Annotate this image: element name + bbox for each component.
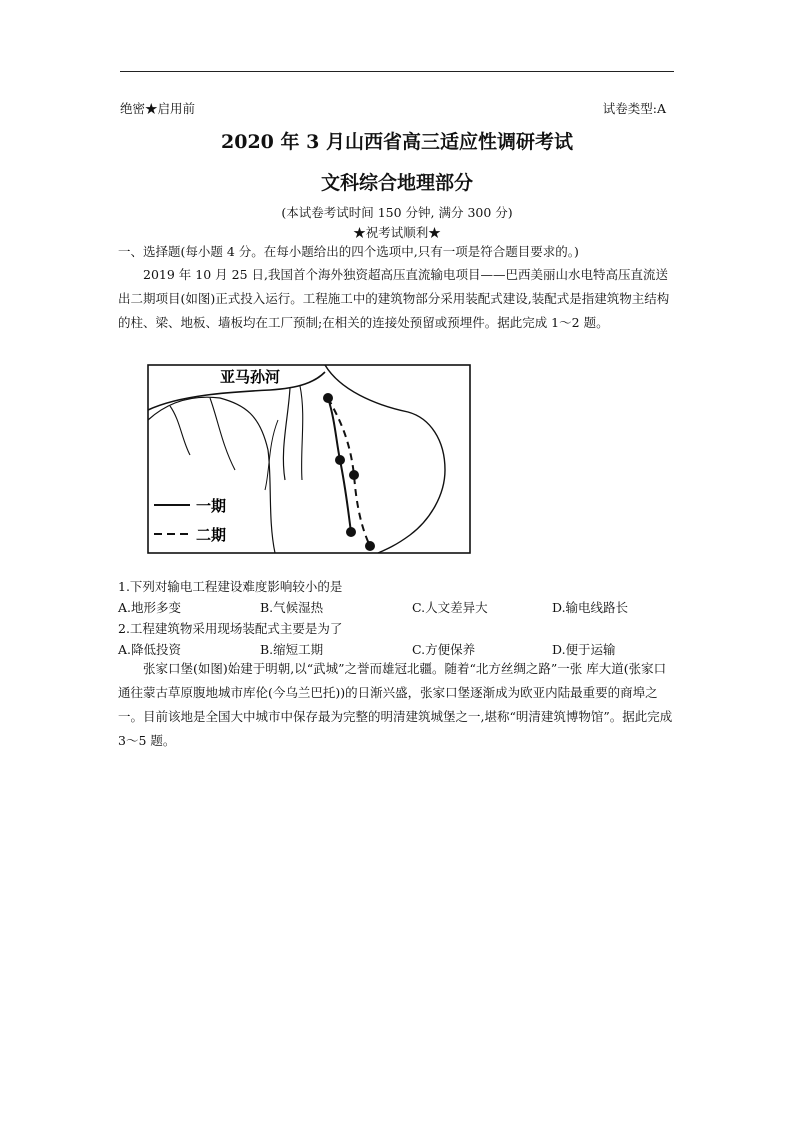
- q1-option-b: B.气候湿热: [260, 600, 324, 615]
- q2-option-d: D.便于运输: [552, 642, 616, 657]
- power-line-map: [140, 360, 490, 560]
- exam-subtitle: 文科综合地理部分: [320, 172, 473, 194]
- station-dot: [335, 455, 345, 465]
- station-dot: [349, 470, 359, 480]
- exam-title: 2020 年 3 月山西省高三适应性调研考试: [221, 131, 573, 153]
- station-dot: [365, 541, 375, 551]
- passage-1: 2019 年 10 月 25 日,我国首个海外独资超高压直流输电项目——巴西美丽山水电特高压直流送出二期项目(如图)正式投入运行。工程施工中的建筑物部分采用装配式建设,装配式是指建筑物主结构的柱、梁、地板、墙板均在工厂预制;在相关的连接处预留或预埋件。据此完成 1～2 题。: [118, 267, 670, 330]
- q2-option-a: A.降低投资: [118, 642, 182, 657]
- q1-option-a: A.地形多变: [118, 600, 182, 615]
- exam-info: (本试卷考试时间 150 分钟, 满分 300 分): [281, 205, 513, 220]
- station-dot: [346, 527, 356, 537]
- paper-type-label: 试卷类型:A: [602, 101, 666, 116]
- q2-option-b: B.缩短工期: [260, 642, 324, 657]
- q2-option-c: C.方便保养: [412, 642, 476, 657]
- section-heading: 一、选择题(每小题 4 分。在每小题给出的四个选项中,只有一项是符合题目要求的。): [118, 244, 579, 259]
- question-2-stem: 2.工程建筑物采用现场装配式主要是为了: [118, 621, 343, 636]
- river-label: 亚马孙河: [220, 368, 281, 386]
- legend-phase1-label: 一期: [196, 497, 227, 515]
- confidential-label: 绝密★启用前: [120, 101, 196, 116]
- q1-option-d: D.输电线路长: [552, 600, 629, 615]
- legend-phase2-label: 二期: [196, 526, 227, 544]
- good-luck-line: ★祝考试顺利★: [353, 225, 441, 240]
- q1-option-c: C.人文差异大: [412, 600, 488, 615]
- top-rule: [120, 71, 674, 72]
- station-dot: [323, 393, 333, 403]
- question-1-stem: 1.下列对输电工程建设难度影响较小的是: [118, 579, 343, 594]
- passage-2: 张家口堡(如图)始建于明朝,以“武城”之誉而雄冠北疆。随着“北方丝绸之路”一张 库大道(张家口通往蒙古草原腹地城市库伦(今乌兰巴托))的日渐兴盛，张家口堡逐渐成为欧亚内陆最重要的商埠之一。目前该地是全国大中城市中保存最为完整的明清建筑城堡之一,堪称“明清建筑博物馆”。据此完成 3～5 题。: [118, 661, 673, 748]
